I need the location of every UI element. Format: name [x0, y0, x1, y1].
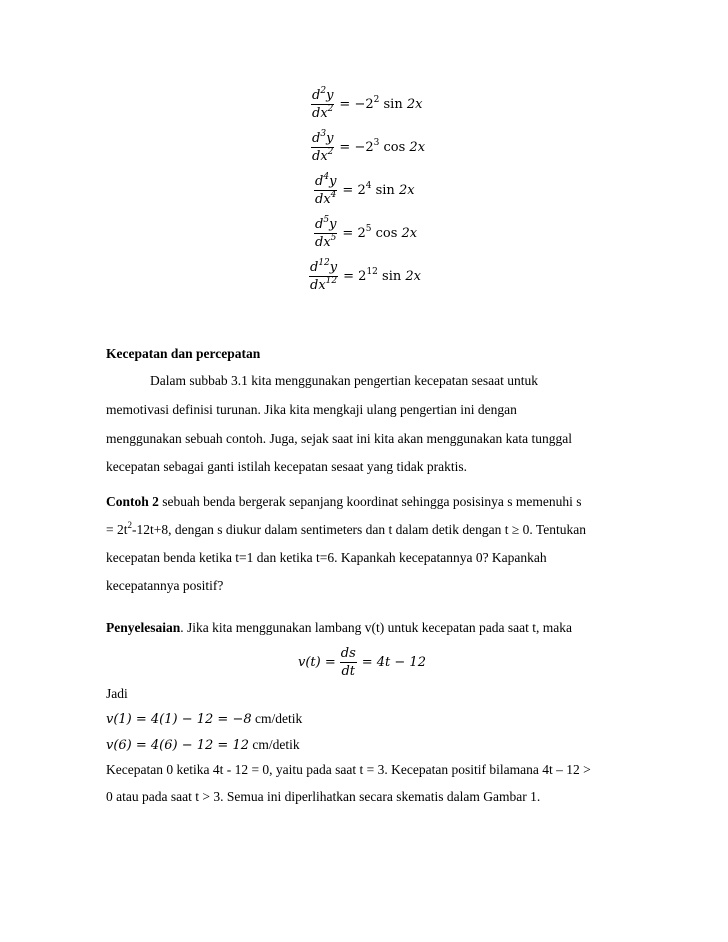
fraction: $\frac{d^5y}{dx^5}$ — [315, 214, 337, 250]
derivative-equation-12: $\frac{d^{12}y}{dx^{12}}$ = $2^{12}$ sin 2x — [310, 257, 421, 293]
solution-label: Penyelesaian — [106, 620, 181, 635]
example-line-3: kecepatan benda ketika t=1 dan ketika t=6. Kapankah kecepatannya 0? Kapankah — [106, 550, 547, 565]
paragraph-line: memotivasi definisi turunan. Jika kita mengkaji ulang pengertian ini dengan — [106, 402, 517, 417]
fraction: $\frac{ds}{dt}$ — [340, 645, 356, 679]
fraction: $\frac{d^2y}{dx^2}$ — [312, 85, 334, 121]
paragraph-line: menggunakan sebuah contoh. Juga, sejak saat ini kita akan menggunakan kata tunggal — [106, 431, 572, 446]
fraction: $\frac{d^{12}y}{dx^{12}}$ — [310, 257, 338, 293]
section-heading: Kecepatan dan percepatan — [106, 346, 261, 361]
example-line-4: kecepatannya positif? — [106, 578, 224, 593]
derivative-equation-3: $\frac{d^3y}{dx^2}$ = $-2^3$ cos 2x — [312, 128, 426, 164]
derivative-equation-2: $\frac{d^2y}{dx^2}$ = $-2^2$ sin 2x — [312, 85, 423, 121]
example-line-1: Contoh 2 sebuah benda bergerak sepanjang koordinat sehingga posisinya s memenuhi s — [106, 494, 582, 509]
v1-line: v(1) = 4(1) − 12 = −8 cm/detik — [106, 711, 303, 727]
fraction: $\frac{d^3y}{dx^2}$ — [312, 128, 334, 164]
jadi-label: Jadi — [106, 686, 128, 701]
example-label: Contoh 2 — [106, 494, 159, 509]
velocity-equation: v(t) = $\frac{ds}{dt}$ = 4t − 12 — [298, 645, 426, 679]
paragraph-line: kecepatan sebagai ganti istilah kecepatan sesaat yang tidak praktis. — [106, 459, 467, 474]
example-line-2: = $2t^2-12t+8$, dengan s diukur dalam sentimeters dan t dalam detik dengan t ≥ 0. Tentukan — [106, 520, 586, 537]
derivative-equation-4: $\frac{d^4y}{dx^4}$ = $2^4$ sin 2x — [315, 171, 415, 207]
fraction: $\frac{d^4y}{dx^4}$ — [315, 171, 337, 207]
conclusion-line-2: 0 atau pada saat t > 3. Semua ini diperlihatkan secara skematis dalam Gambar 1. — [106, 789, 541, 804]
solution-line-1: Penyelesaian. Jika kita menggunakan lambang v(t) untuk kecepatan pada saat t, maka — [106, 620, 572, 635]
v6-line: v(6) = 4(6) − 12 = 12 cm/detik — [106, 737, 300, 753]
derivative-equation-5: $\frac{d^5y}{dx^5}$ = $2^5$ cos 2x — [315, 214, 418, 250]
conclusion-line-1: Kecepatan 0 ketika 4t - 12 = 0, yaitu pada saat t = 3. Kecepatan positif bilamana 4t – 12 > — [106, 762, 591, 777]
paragraph-line: Dalam subbab 3.1 kita menggunakan pengertian kecepatan sesaat untuk — [150, 373, 538, 388]
